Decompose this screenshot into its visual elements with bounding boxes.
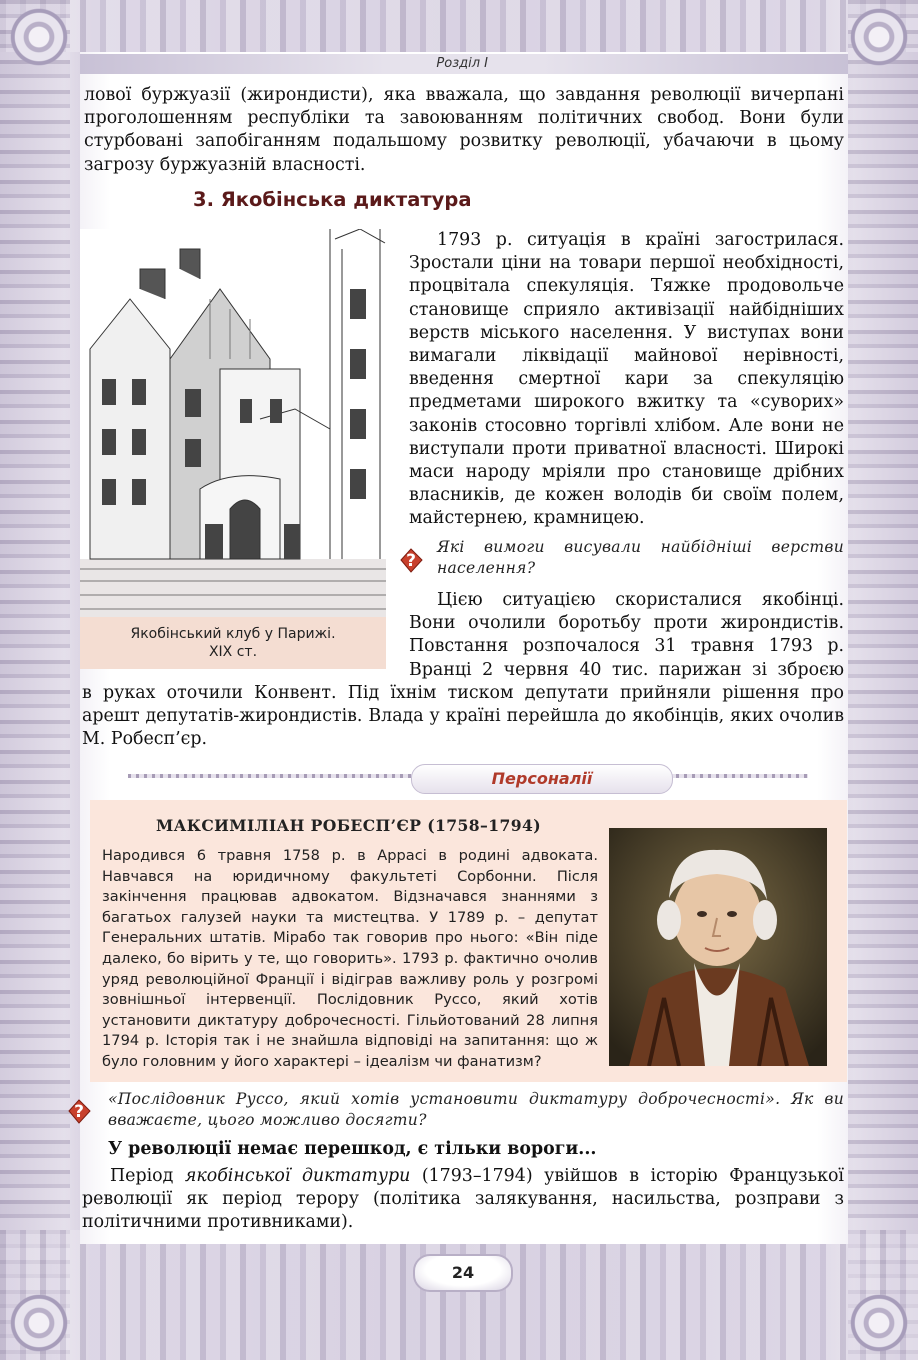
person-biography: Народився 6 травня 1758 р. в Аррасі в родині адвоката. Навчався на юридичному факультеті Сорбонни. Після закінчення працював адвокатом. Відзначався знаннями з багатьох галузей науки та мистецтва. У 1789 р. – депутат Генеральних штатів. Мірабо так говорив про нього: «Він піде далеко, бо вірить у те, що говорить». 1793 р. фактично очолив уряд революційної Франції і відіграв важливу роль у розгромі зовнішньої інтервенції. Послідовник Руссо, який хотів установити диктатуру доброчесності. Гільйотований 28 липня 1794 р. Історія так і не знайшла відповіді на запитання: що ж було головним у його характері – ідеалізм чи фанатизм?	[102, 847, 598, 1070]
banner-pill	[411, 764, 673, 794]
question-icon	[396, 545, 426, 575]
question-icon	[64, 1096, 94, 1126]
paragraph-text: в руках оточили Конвент. Під їхнім тиском депутати прийняли рішення про арешт депутатів-жирондистів. Влада у країні перейшла до якобінців, яких очолив М. Робесп’єр.	[82, 683, 844, 750]
person-title: МАКСИМІЛІАН РОБЕСП’ЄР (1758–1794)	[156, 816, 541, 835]
text-span: (1793–1794) увійшов в історію Французької революції як період терору (політика залякування, насильства, розправи з політичними противниками).	[82, 1166, 844, 1233]
persons-banner	[78, 764, 850, 800]
intro-paragraph	[84, 84, 844, 177]
section-paragraph-2-full	[82, 682, 844, 752]
svg-text:?: ?	[74, 1102, 84, 1122]
engraving-image	[80, 229, 386, 617]
section-heading: 3. Якобінська диктатура	[193, 188, 472, 211]
figure-caption	[80, 617, 386, 669]
ornamental-frame-bottom	[0, 1230, 918, 1360]
ornamental-frame-left	[0, 0, 70, 1360]
section-paragraph-2-wrap	[409, 589, 844, 682]
ornamental-frame-right	[848, 0, 918, 1360]
banner-title: Персоналії	[491, 769, 593, 788]
paragraph-text: 1793 р. ситуація в країні загострилася. Зростали ціни на товари першої необхідності, процвітала спекуляція. Тяжке продовольче становище сприяло активізації найбідніших верств міського населення. У виступах вони вимагали ліквідації майнової нерівності, введення смертної кари за спекуляцію предметами широкого вжитку та «суворих» законів стосовно торгівлі хлібом. Але вони не виступали проти приватної власності. Широкі маси народу мріяли про становище дрібних власників, де кожен володів би своїм полем, майстернею, крамницею.	[409, 230, 844, 529]
corner-ornament	[4, 2, 74, 72]
figure-jacobin-club	[80, 229, 386, 669]
ornamental-frame-top	[0, 0, 918, 52]
corner-ornament	[844, 2, 914, 72]
svg-text:?: ?	[406, 551, 416, 571]
robespierre-portrait	[609, 828, 827, 1066]
chapter-title: Розділ І	[436, 56, 488, 71]
page-number: 24	[413, 1254, 513, 1292]
paragraph-text	[82, 1165, 844, 1235]
intro-text: лової буржуазії (жирондисти), яка вважала, що завдання революції вичерпані проголошенням республіки та завоюванням політичних свобод. Вони були стурбовані запобіганням подальшому розвитку революції, убачаючи в цьому загрозу буржуазній власності.	[84, 85, 844, 175]
text-span: Період	[110, 1166, 185, 1186]
banner-rule	[128, 774, 418, 778]
corner-ornament	[4, 1288, 74, 1358]
corner-ornament	[844, 1288, 914, 1358]
running-header	[80, 54, 848, 74]
caption-line: Якобінський клуб у Парижі.	[130, 626, 336, 642]
caption-line: XIX ст.	[208, 644, 258, 660]
subheading: У революції немає перешкод, є тільки вороги...	[108, 1139, 597, 1159]
final-paragraph	[82, 1165, 844, 1235]
paragraph-text: Цією ситуацією скористалися якобінці. Вони очолили боротьбу проти жирондистів. Повстання розпочалося 31 травня 1793 р. Вранці 2 червня 40 тис. парижан зі зброєю	[409, 590, 844, 680]
question-text: Які вимоги висували найбідніші верстви населення?	[437, 538, 844, 577]
banner-rule	[668, 774, 808, 778]
term-emphasis: якобінської диктатури	[184, 1166, 411, 1186]
question-text: «Послідовник Руссо, який хотів установити диктатуру доброчесності». Як ви вважаєте, цього можливо досягти?	[108, 1090, 844, 1129]
section-paragraph-1	[409, 229, 844, 531]
